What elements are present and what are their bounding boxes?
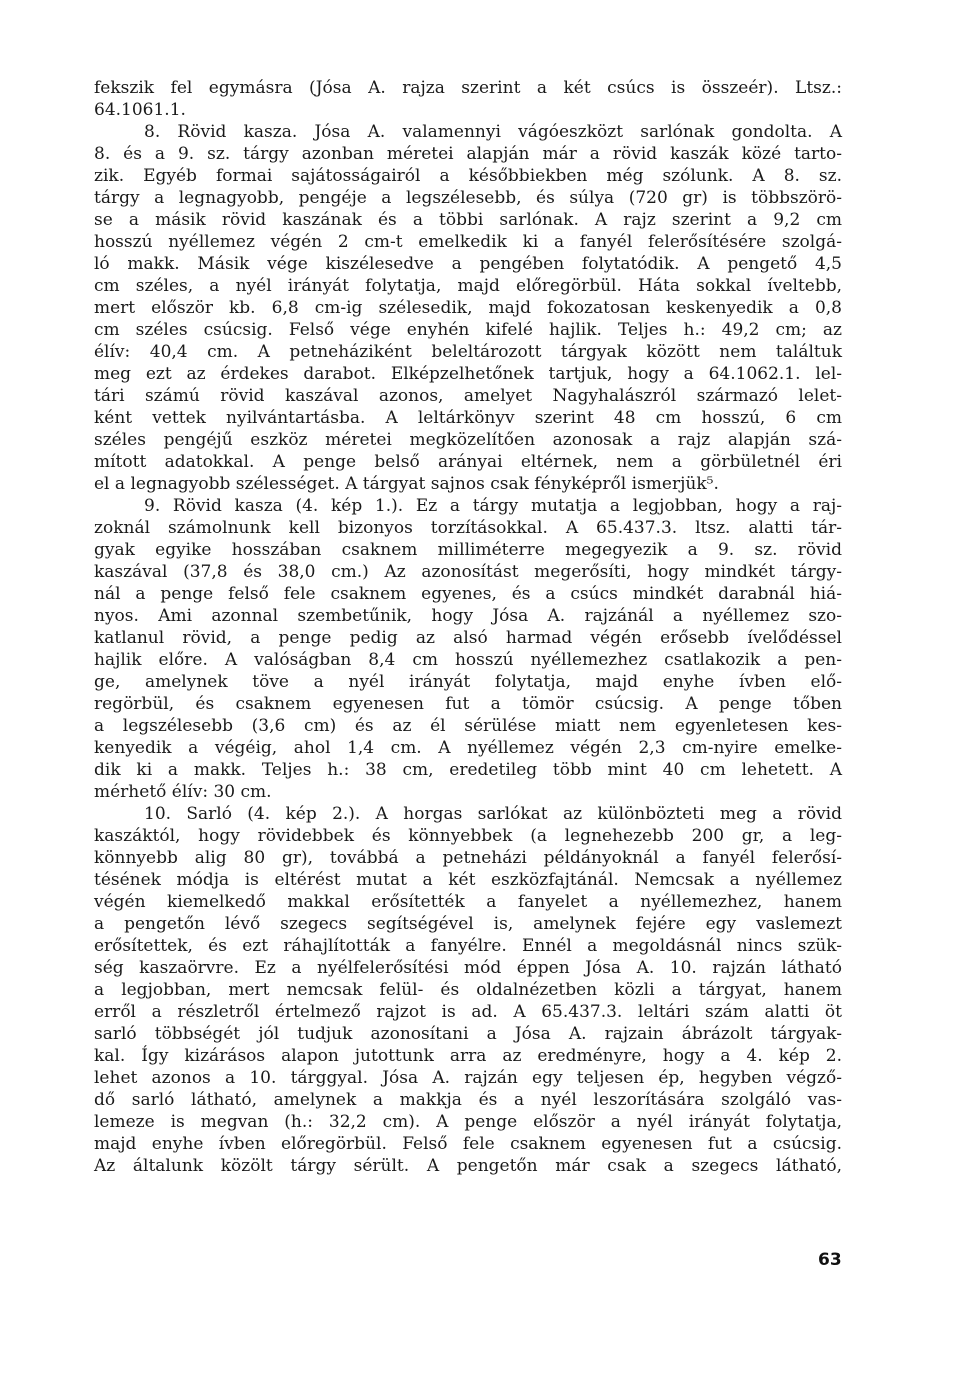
- text-line: 10. Sarló (4. kép 2.). A horgas sarlókat az különbözteti meg a rövid: [144, 804, 842, 824]
- text-line: se a másik rövid kaszának és a többi sarlónak. A rajz szerint a 9,2 cm: [94, 210, 842, 230]
- text-line: tésének módja is eltérést mutat a két eszközfajtánál. Nemcsak a nyéllemez: [94, 870, 842, 890]
- text-line: zik. Egyéb formai sajátosságairól a későbbiekben még szólunk. A 8. sz.: [94, 166, 842, 186]
- text-line: regörbül, és csaknem egyenesen fut a tömör csúcsig. A penge tőben: [94, 694, 842, 714]
- text-line: tári számú rövid kaszával azonos, amelyet Nagyhalászról származó lelet-: [94, 386, 842, 406]
- text-line: el a legnagyobb szélességet. A tárgyat sajnos csak fényképről ismerjük⁵.: [94, 474, 719, 494]
- text-line: a legszélesebb (3,6 cm) és az él sérülése miatt nem egyenletesen kes-: [94, 716, 842, 736]
- text-line: majd enyhe ívben előregörbül. Felső fele csaknem egyenesen fut a csúcsig.: [94, 1134, 842, 1154]
- text-line: 9. Rövid kasza (4. kép 1.). Ez a tárgy mutatja a legjobban, hogy a raj-: [144, 496, 842, 516]
- text-line: a pengetőn lévő szegecs segítségével is, amelynek fejére egy vaslemezt: [94, 914, 842, 934]
- text-line: hajlik előre. A valóságban 8,4 cm hosszú nyéllemezhez csatlakozik a pen-: [94, 650, 842, 670]
- text-line: lemeze is megvan (h.: 32,2 cm). A penge először a nyél irányát folytatja,: [94, 1112, 842, 1132]
- text-line: 8. és a 9. sz. tárgy azonban méretei alapján már a rövid kaszák közé tarto-: [94, 144, 842, 164]
- text-line: cm széles, a nyél irányát folytatja, majd előregörbül. Háta sokkal íveltebb,: [94, 276, 842, 296]
- text-line: meg ezt az érdekes darabot. Elképzelhetőnek tartjuk, hogy a 64.1062.1. lel-: [94, 364, 842, 384]
- text-line: cm széles csúcsig. Felső vége enyhén kifelé hajlik. Teljes h.: 49,2 cm; az: [94, 320, 842, 340]
- text-line: ló makk. Másik vége kiszélesedve a pengében folytatódik. A pengető 4,5: [94, 254, 842, 274]
- text-line: könnyebb alig 80 gr), továbbá a petneházi példányoknál a fanyél felerősí-: [94, 848, 842, 868]
- text-line: dik ki a makk. Teljes h.: 38 cm, eredetileg több mint 40 cm lehetett. A: [94, 760, 842, 780]
- body-text: [94, 77, 842, 1199]
- text-line: ge, amelynek töve a nyél irányát folytatja, majd enyhe ívben elő-: [94, 672, 842, 692]
- text-line: mert először kb. 6,8 cm-ig szélesedik, majd fokozatosan keskenyedik a 0,8: [94, 298, 842, 318]
- text-line: dő sarló látható, amelynek a makkja és a nyél leszorítására szolgáló vas-: [94, 1090, 842, 1110]
- text-line: élív: 40,4 cm. A petneháziként beleltározott tárgyak között nem találtuk: [94, 342, 842, 362]
- text-line: hosszú nyéllemez végén 2 cm-t emelkedik ki a fanyél felerősítésére szolgá-: [94, 232, 842, 252]
- text-line: ként vettek nyilvántartásba. A leltárkönyv szerint 48 cm hosszú, 6 cm: [94, 408, 842, 428]
- page-number: 63: [818, 1250, 842, 1270]
- text-line: kal. Így kizárásos alapon jutottunk arra az eredményre, hogy a 4. kép 2.: [94, 1046, 842, 1066]
- text-line: ség kaszaörvre. Ez a nyélfelerősítési mód éppen Jósa A. 10. rajzán látható: [94, 958, 842, 978]
- text-line: a legjobban, mert nemcsak felül- és oldalnézetben közli a tárgyat, hanem: [94, 980, 842, 1000]
- text-line: széles pengéjű eszköz méretei megközelítően azonosak a rajz alapján szá-: [94, 430, 842, 450]
- text-line: lehet azonos a 10. tárggyal. Jósa A. rajzán egy teljesen ép, hegyben végző-: [94, 1068, 842, 1088]
- text-line: zoknál számolnunk kell bizonyos torzításokkal. A 65.437.3. ltsz. alatti tár-: [94, 518, 842, 538]
- text-line: sarló többségét jól tudjuk azonosítani a Jósa A. rajzain ábrázolt tárgyak-: [94, 1024, 842, 1044]
- text-line: tárgy a legnagyobb, pengéje a legszélesebb, és súlya (720 gr) is többszörö-: [94, 188, 842, 208]
- text-line: 8. Rövid kasza. Jósa A. valamennyi vágóeszközt sarlónak gondolta. A: [144, 122, 842, 142]
- text-line: erősítettek, és ezt ráhajlították a fanyélre. Ennél a megoldásnál nincs szük-: [94, 936, 842, 956]
- text-line: mított adatokkal. A penge belső arányai eltérnek, nem a görbületnél éri: [94, 452, 842, 472]
- text-line: nyos. Ami azonnal szembetűnik, hogy Jósa A. rajzánál a nyéllemez szo-: [94, 606, 842, 626]
- text-line: végén kiemelkedő makkal erősítették a fanyelet a nyéllemezhez, hanem: [94, 892, 842, 912]
- text-line: mérhető élív: 30 cm.: [94, 782, 272, 802]
- text-line: fekszik fel egymásra (Jósa A. rajza szerint a két csúcs is összeér). Ltsz.:: [94, 78, 842, 98]
- text-line: katlanul rövid, a penge pedig az alsó harmad végén erősebb ívelődéssel: [94, 628, 842, 648]
- text-line: kaszáktól, hogy rövidebbek és könnyebbek (a legnehezebb 200 gr, a leg-: [94, 826, 842, 846]
- text-line: [94, 1177, 842, 1199]
- text-line: gyak egyike hosszában csaknem milliméterre megegyezik a 9. sz. rövid: [94, 540, 842, 560]
- text-line: Az általunk közölt tárgy sérült. A pengetőn már csak a szegecs látható,: [94, 1156, 842, 1176]
- text-line: erről a részletről értelmező rajzot is ad. A 65.437.3. leltári szám alatti öt: [94, 1002, 842, 1022]
- text-line: nál a penge felső fele csaknem egyenes, és a csúcs mindkét darabnál hiá-: [94, 584, 842, 604]
- text-line: 64.1061.1.: [94, 100, 186, 120]
- text-line: kaszával (37,8 és 38,0 cm.) Az azonosítást megerősíti, hogy mindkét tárgy-: [94, 562, 842, 582]
- text-line: kenyedik a végéig, ahol 1,4 cm. A nyéllemez végén 2,3 cm-nyire emelke-: [94, 738, 842, 758]
